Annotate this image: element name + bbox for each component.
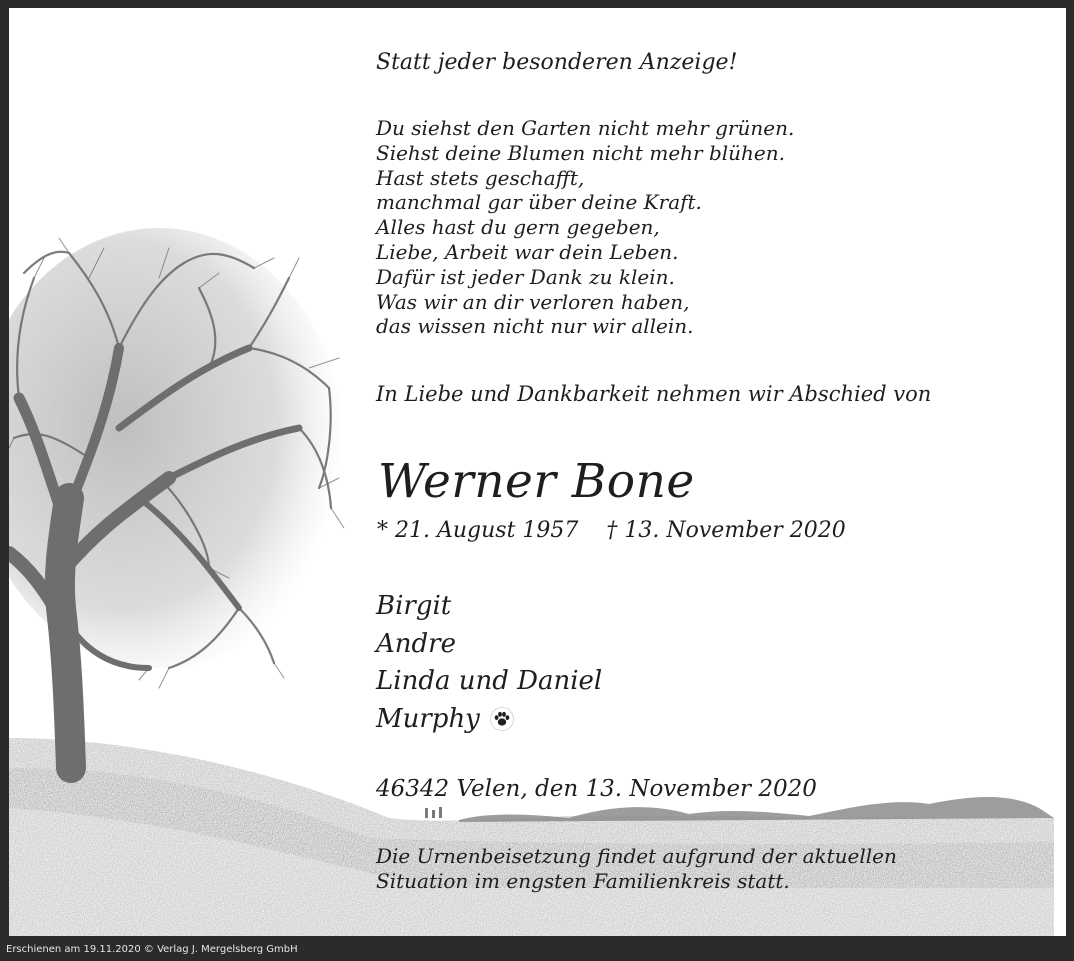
- family-list: [376, 588, 602, 738]
- family-member: [376, 663, 602, 701]
- notice-heading: Statt jeder besonderen Anzeige!: [376, 50, 738, 75]
- burial-note-line: Situation im engsten Familienkreis statt.: [376, 869, 790, 893]
- family-member-name: Linda und Daniel: [376, 666, 603, 696]
- poem-line: Hast stets geschafft,: [376, 165, 585, 190]
- burial-note: [376, 844, 897, 894]
- farewell-intro: In Liebe und Dankbarkeit nehmen wir Abschied von: [376, 382, 932, 406]
- poem-line: manchmal gar über deine Kraft.: [376, 190, 702, 215]
- family-member-name: Birgit: [376, 591, 452, 621]
- burial-note-line: Die Urnenbeisetzung findet aufgrund der aktuellen: [376, 844, 897, 868]
- birth-date: * 21. August 1957: [377, 518, 579, 543]
- poem: [376, 116, 794, 339]
- family-member: [376, 588, 602, 626]
- poem-line: das wissen nicht nur wir allein.: [376, 314, 694, 339]
- poem-line: Was wir an dir verloren haben,: [376, 289, 690, 314]
- family-member-name: Andre: [376, 628, 456, 659]
- paw-print-icon: [490, 707, 514, 731]
- family-member: [376, 626, 602, 664]
- poem-line: Siehst deine Blumen nicht mehr blühen.: [376, 140, 785, 165]
- deceased-name: Werner Bone: [378, 454, 695, 509]
- family-member: [376, 701, 602, 739]
- obituary-notice: [9, 8, 1066, 936]
- family-member-name: Murphy: [376, 703, 480, 734]
- death-date: † 13. November 2020: [606, 518, 846, 543]
- poem-line: Liebe, Arbeit war dein Leben.: [376, 239, 679, 264]
- place-and-date: 46342 Velen, den 13. November 2020: [376, 776, 817, 802]
- poem-line: Du siehst den Garten nicht mehr grünen.: [376, 116, 795, 140]
- poem-line: Alles hast du gern gegeben,: [376, 215, 660, 240]
- publisher-credit: Erschienen am 19.11.2020 © Verlag J. Mergelsberg GmbH: [6, 944, 298, 955]
- life-dates: [377, 518, 846, 543]
- poem-line: Dafür ist jeder Dank zu klein.: [376, 264, 675, 289]
